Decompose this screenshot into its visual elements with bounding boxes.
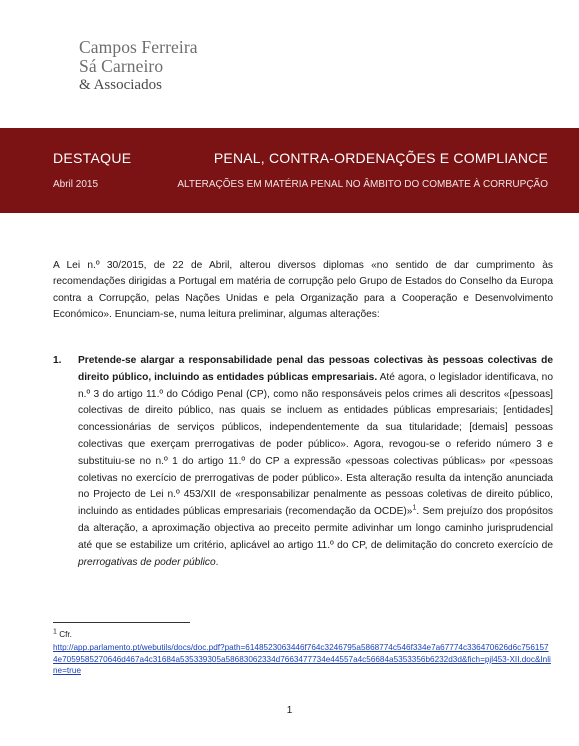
intro-text: A Lei n.º 30/2015, de 22 de Abril, alterou diversos diplomas «no sentido de dar cumprimento às recomendações dirigidas a Portugal em matéria de corrupção pelo Grupo de Estados do Conselho da Europa contra a Corrupção, pelas Nações Unidas e pela Organização para a Cooperação e Desenvolvimento Económico». Enunciam-se, numa leitura preliminar, algumas alterações: [53, 260, 553, 321]
list-item-number: 1. [53, 355, 62, 366]
numbered-list [53, 353, 553, 571]
list-item-end: . [215, 556, 219, 568]
footnote-link[interactable]: http://app.parlamento.pt/webutils/docs/doc.pdf?path=6148523063446f764c3246795a5868774c546f334e7a67774c336470626d6c7561574e7059585270646d467a4c31684a535339305a58683062334d7663477734e44557a4c56684a5353356b6232d3d&fich=pjl453-XII.doc&Inline=true [53, 643, 551, 676]
list-item-text: Até agora, o legislador identificava, no n.º 3 do artigo 11.º do Código Penal (CP), como não responsáveis pelos crimes ali descritos «[pessoas] colectivas de direito público, nas quais se incluem as entidades públicas empresariais; [entidades] concessionárias de serviços públicos, independentemente da sua titularidade; [demais] pessoas colectivas que exerçam prerrogativas de poder público». Agora, revogou-se o referido número 3 e substituiu-se no n.º 1 do artigo 11.º do CP a expressão «pessoas colectivas públicas» por «pessoas coletivas no exercício de prerrogativas de poder público». Esta alteração resulta da intenção anunciada no Projecto de Lei n.º 453/XII de «responsabilizar penalmente as pessoas coletivas de direito público, incluindo as entidades públicas empresariais (recomendação da OCDE)» [78, 371, 553, 518]
list-item-text-continued: . Sem prejuízo dos propósitos da alteração, a aproximação objectiva ao preceito permite adivinhar um longo caminho jurisprudencial até que se estabilize um critério, aplicável ao artigo 11.º do CP, de delimitação do concreto exercício de [78, 506, 553, 551]
page-number: 1 [286, 705, 293, 716]
list-item-body [78, 353, 553, 571]
banner-subtitle: ALTERAÇÕES EM MATÉRIA PENAL NO ÂMBITO DO COMBATE À CORRUPÇÃO [177, 179, 548, 190]
footnote-reference[interactable]: 1 [412, 504, 417, 512]
footnote-number: 1 [53, 628, 57, 636]
header-banner [0, 128, 579, 213]
banner-title: PENAL, CONTRA-ORDENAÇÕES E COMPLIANCE [213, 150, 548, 166]
logo-line-1: Campos Ferreira [79, 37, 198, 57]
footnote [53, 629, 553, 677]
footnote-label: Cfr. [59, 630, 72, 639]
list-item-italic: prerrogativas de poder público [78, 556, 216, 568]
banner-date: Abril 2015 [53, 179, 99, 190]
banner-label: DESTAQUE [53, 150, 132, 166]
intro-paragraph [53, 258, 553, 324]
logo-line-3: & Associados [79, 77, 162, 93]
logo-line-2: Sá Carneiro [79, 56, 164, 76]
footnote-divider [53, 622, 190, 623]
firm-logo [79, 38, 279, 93]
list-item-bold-lead: Pretende-se alargar a responsabilidade penal das pessoas colectivas às pessoas colectivas de direito público, incluindo as entidades públicas empresariais. [78, 355, 553, 383]
